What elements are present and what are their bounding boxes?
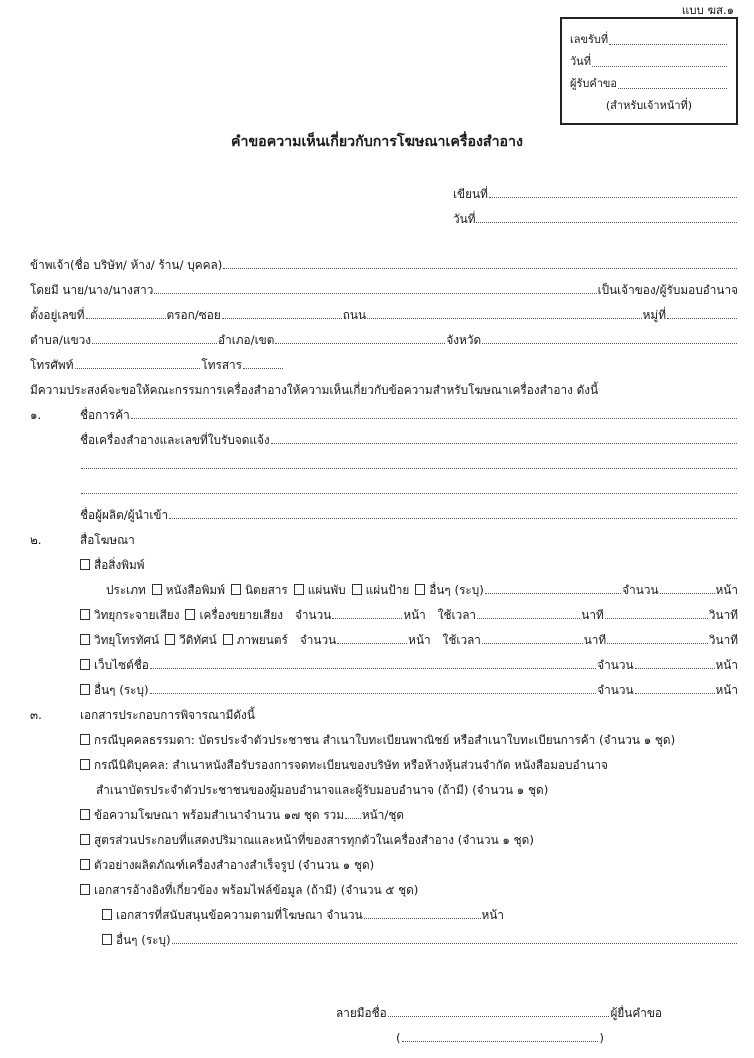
district-label: อำเภอ/เขต <box>218 333 275 347</box>
other-amount-field[interactable] <box>635 681 715 694</box>
ad-text-checkbox[interactable] <box>80 809 90 820</box>
formula-line <box>80 831 738 853</box>
radio-second-label: วินาที <box>708 608 738 622</box>
radio-amount-label: จำนวน <box>295 608 332 622</box>
newspaper-checkbox[interactable] <box>152 584 162 595</box>
website-amount-label: จำนวน <box>597 658 634 672</box>
subdistrict-field[interactable] <box>92 331 217 344</box>
ad-text-label: ข้อความโฆษณา พร้อมสำเนาจำนวน ๑๗ ชุด รวม <box>94 808 345 822</box>
sample-label: ตัวอย่างผลิตภัณฑ์เครื่องสำอางสำเร็จรูป (จำนวน ๑ ชุด) <box>94 858 375 872</box>
product-name-label: ชื่อเครื่องสำอางและเลขที่ใบรับจดแจ้ง <box>80 433 270 447</box>
phone-field[interactable] <box>75 356 201 369</box>
signature-label: ลายมือชื่อ <box>336 1006 387 1020</box>
moo-label: หมู่ที่ <box>642 308 666 322</box>
written-at-field[interactable] <box>489 185 737 198</box>
road-label: ถนน <box>342 308 367 322</box>
references-line <box>80 881 738 903</box>
pages-per-set-label: หน้า/ชุด <box>361 808 404 822</box>
product-extra-line-1 <box>80 456 738 478</box>
print-amount-field[interactable] <box>660 581 715 594</box>
tv-minute-field[interactable] <box>482 631 583 644</box>
section-3-number: ๓. <box>30 708 42 722</box>
signature-line <box>336 1004 662 1026</box>
other-page-label: หน้า <box>715 683 738 697</box>
date-label: วันที่ <box>453 212 476 226</box>
address-no-field[interactable] <box>86 306 166 319</box>
receiver-field[interactable] <box>618 73 727 89</box>
other-media-checkbox[interactable] <box>80 684 90 695</box>
soi-field[interactable] <box>222 306 342 319</box>
film-label: ภาพยนตร์ <box>236 633 288 647</box>
address-line-1 <box>30 306 738 328</box>
print-types-line <box>106 581 738 603</box>
supporting-pages-field[interactable] <box>364 906 481 919</box>
soi-label: ตรอก/ซอย <box>166 308 221 322</box>
docs-other-line <box>102 931 738 953</box>
section-1-number: ๑. <box>30 408 42 422</box>
tv-time-label: ใช้เวลา <box>442 633 481 647</box>
written-at-label: เขียนที่ <box>453 187 488 201</box>
representative-label: โดยมี นาย/นาง/นางสาว <box>30 283 154 297</box>
section-2-heading: สื่อโฆษณา <box>80 533 135 547</box>
leaflet-checkbox[interactable] <box>294 584 304 595</box>
website-label: เว็บไซต์ชื่อ <box>94 658 149 672</box>
address-line-2 <box>30 331 738 353</box>
supporting-label: เอกสารที่สนับสนุนข้อความตามที่โฆษณา จำนวน <box>116 908 363 922</box>
form-title: คำขอความเห็นเกี่ยวกับการโฆษณาเครื่องสำอาง <box>231 134 523 150</box>
print-other-checkbox[interactable] <box>415 584 425 595</box>
banner-checkbox[interactable] <box>352 584 362 595</box>
tv-label: วิทยุโทรทัศน์ <box>94 633 160 647</box>
office-note: (สำหรับเจ้าหน้าที่) <box>605 99 693 112</box>
date-field[interactable] <box>476 210 737 223</box>
website-page-label: หน้า <box>715 658 738 672</box>
website-amount-field[interactable] <box>635 656 715 669</box>
docs-other-checkbox[interactable] <box>102 934 112 945</box>
applicant-name-label: ข้าพเจ้า(ชื่อ บริษัท/ ห้าง/ ร้าน/ บุคคล) <box>30 258 223 272</box>
section-2-number: ๒. <box>30 533 42 547</box>
radio-line <box>80 606 738 628</box>
fax-field[interactable] <box>243 356 283 369</box>
printed-name-close: ) <box>599 1031 604 1045</box>
tv-amount-label: จำนวน <box>299 633 337 647</box>
radio-checkbox[interactable] <box>80 609 90 620</box>
website-line <box>80 656 738 678</box>
other-media-line <box>80 681 738 703</box>
radio-page-label: หน้า <box>403 608 426 622</box>
intent-text: มีความประสงค์จะขอให้คณะกรรมการเครื่องสำอางให้ความเห็นเกี่ยวกับข้อความสำหรับโฆษณาเครื่องสำอาง ดังนี้ <box>30 383 599 397</box>
loudspeaker-label: เครื่องขยายเสียง <box>199 608 284 622</box>
product-extra-line-2 <box>80 481 738 503</box>
print-amount-label: จำนวน <box>622 583 659 597</box>
office-use-box <box>560 17 738 125</box>
contact-line <box>30 356 284 378</box>
print-media-checkbox[interactable] <box>80 559 90 570</box>
references-label: เอกสารอ้างอิงที่เกี่ยวข้อง พร้อมไฟล์ข้อมูล (ถ้ามี) (จำนวน ๕ ชุด) <box>94 883 419 897</box>
moo-field[interactable] <box>667 306 737 319</box>
ad-text-pages-field[interactable] <box>345 806 361 819</box>
intent-line <box>30 381 738 403</box>
applicant-name-field[interactable] <box>223 256 737 269</box>
phone-label: โทรศัพท์ <box>30 358 74 372</box>
docs-other-label: อื่นๆ (ระบุ) <box>116 933 171 947</box>
province-field[interactable] <box>482 331 737 344</box>
tv-checkbox[interactable] <box>80 634 90 645</box>
print-media-line <box>80 556 738 578</box>
supporting-line <box>102 906 504 928</box>
form-code: แบบ ฆส.๑ <box>681 3 734 17</box>
radio-time-label: ใช้เวลา <box>437 608 477 622</box>
office-date-label: วันที่ <box>570 55 591 68</box>
representative-line <box>30 281 738 303</box>
formula-label: สูตรส่วนประกอบที่แสดงปริมาณและหน้าที่ของสารทุกตัวในเครื่องสำอาง (จำนวน ๑ ชุด) <box>94 833 534 847</box>
applicant-role-label: ผู้ยื่นคำขอ <box>610 1006 662 1020</box>
formula-checkbox[interactable] <box>80 834 90 845</box>
trade-name-label: ชื่อการค้า <box>80 408 130 422</box>
receipt-no-label: เลขรับที่ <box>570 33 609 46</box>
product-name-line <box>80 431 738 453</box>
juristic-checkbox[interactable] <box>80 759 90 770</box>
owner-label: เป็นเจ้าของ/ผู้รับมอบอำนาจ <box>597 283 738 297</box>
section-3-heading: เอกสารประกอบการพิจารณามีดังนี้ <box>80 708 255 722</box>
supporting-checkbox[interactable] <box>102 909 112 920</box>
signature-field[interactable] <box>388 1004 610 1017</box>
leaflet-label: แผ่นพับ <box>307 583 346 597</box>
website-checkbox[interactable] <box>80 659 90 670</box>
video-checkbox[interactable] <box>165 634 175 645</box>
print-type-label: ประเภท <box>106 583 146 597</box>
product-extra-field-2[interactable] <box>81 481 737 494</box>
natural-person-label: กรณีบุคคลธรรมดา: บัตรประจำตัวประชาชน สำเนาใบทะเบียนพาณิชย์ หรือสำเนาใบทะเบียนการค้า (จำนวน ๑ ชุด) <box>94 733 676 747</box>
other-media-field[interactable] <box>150 681 597 694</box>
address-no-label: ตั้งอยู่เลขที่ <box>30 308 85 322</box>
juristic-line-2 <box>96 781 738 803</box>
sample-line <box>80 856 738 878</box>
manufacturer-label: ชื่อผู้ผลิต/ผู้นำเข้า <box>80 508 169 522</box>
tv-amount-field[interactable] <box>337 631 407 644</box>
province-label: จังหวัด <box>446 333 482 347</box>
written-at-line <box>453 185 738 207</box>
sample-checkbox[interactable] <box>80 859 90 870</box>
ad-text-line <box>80 806 404 828</box>
print-page-label: หน้า <box>715 583 738 597</box>
manufacturer-line <box>80 506 738 528</box>
district-field[interactable] <box>275 331 445 344</box>
other-media-label: อื่นๆ (ระบุ) <box>94 683 149 697</box>
magazine-checkbox[interactable] <box>231 584 241 595</box>
references-checkbox[interactable] <box>80 884 90 895</box>
receiver-label: ผู้รับคำขอ <box>570 77 617 90</box>
print-other-field[interactable] <box>485 581 621 594</box>
natural-person-line <box>80 731 738 753</box>
product-extra-field-1[interactable] <box>81 456 737 469</box>
office-date-field[interactable] <box>592 51 727 67</box>
film-checkbox[interactable] <box>223 634 233 645</box>
website-field[interactable] <box>150 656 596 669</box>
docs-other-field[interactable] <box>172 931 737 944</box>
representative-field[interactable] <box>154 281 596 294</box>
date-line <box>453 210 738 232</box>
natural-person-checkbox[interactable] <box>80 734 90 745</box>
tv-page-label: หน้า <box>408 633 431 647</box>
radio-amount-field[interactable] <box>332 606 402 619</box>
section-3-heading-line <box>30 706 738 728</box>
banner-label: แผ่นป้าย <box>365 583 410 597</box>
trade-name-field[interactable] <box>131 406 737 419</box>
section-2-heading-line <box>30 531 738 553</box>
receipt-no-field[interactable] <box>609 29 727 45</box>
print-other-label: อื่นๆ (ระบุ) <box>429 583 484 597</box>
tv-line <box>80 631 738 653</box>
radio-minute-label: นาที <box>581 608 604 622</box>
tv-second-label: วินาที <box>708 633 739 647</box>
tv-second-field[interactable] <box>607 631 708 644</box>
juristic-label-1: กรณีนิติบุคคล: สำเนาหนังสือรับรองการจดทะเบียนของบริษัท หรือห้างหุ้นส่วนจำกัด หนังสือมอบอำนาจ <box>94 758 608 772</box>
radio-label: วิทยุกระจายเสียง <box>94 608 180 622</box>
printed-name-line <box>396 1029 604 1051</box>
printed-name-field[interactable] <box>402 1029 599 1042</box>
tv-minute-label: นาที <box>583 633 607 647</box>
printed-name-open: ( <box>396 1031 401 1045</box>
magazine-label: นิตยสาร <box>244 583 288 597</box>
supporting-page-label: หน้า <box>481 908 504 922</box>
newspaper-label: หนังสือพิมพ์ <box>165 583 225 597</box>
print-media-label: สื่อสิ่งพิมพ์ <box>94 558 145 572</box>
radio-second-field[interactable] <box>605 606 708 619</box>
juristic-label-2: สำเนาบัตรประจำตัวประชาชนของผู้มอบอำนาจและผู้รับมอบอำนาจ (ถ้ามี) (จำนวน ๑ ชุด) <box>96 783 549 797</box>
loudspeaker-checkbox[interactable] <box>185 609 195 620</box>
manufacturer-field[interactable] <box>169 506 737 519</box>
other-amount-label: จำนวน <box>597 683 634 697</box>
juristic-line <box>80 756 738 778</box>
fax-label: โทรสาร <box>201 358 242 372</box>
video-label: วีดิทัศน์ <box>179 633 217 647</box>
road-field[interactable] <box>367 306 642 319</box>
applicant-name-line <box>30 256 738 278</box>
product-name-field[interactable] <box>271 431 737 444</box>
subdistrict-label: ตำบล/แขวง <box>30 333 92 347</box>
trade-name-line <box>30 406 738 428</box>
radio-minute-field[interactable] <box>477 606 580 619</box>
